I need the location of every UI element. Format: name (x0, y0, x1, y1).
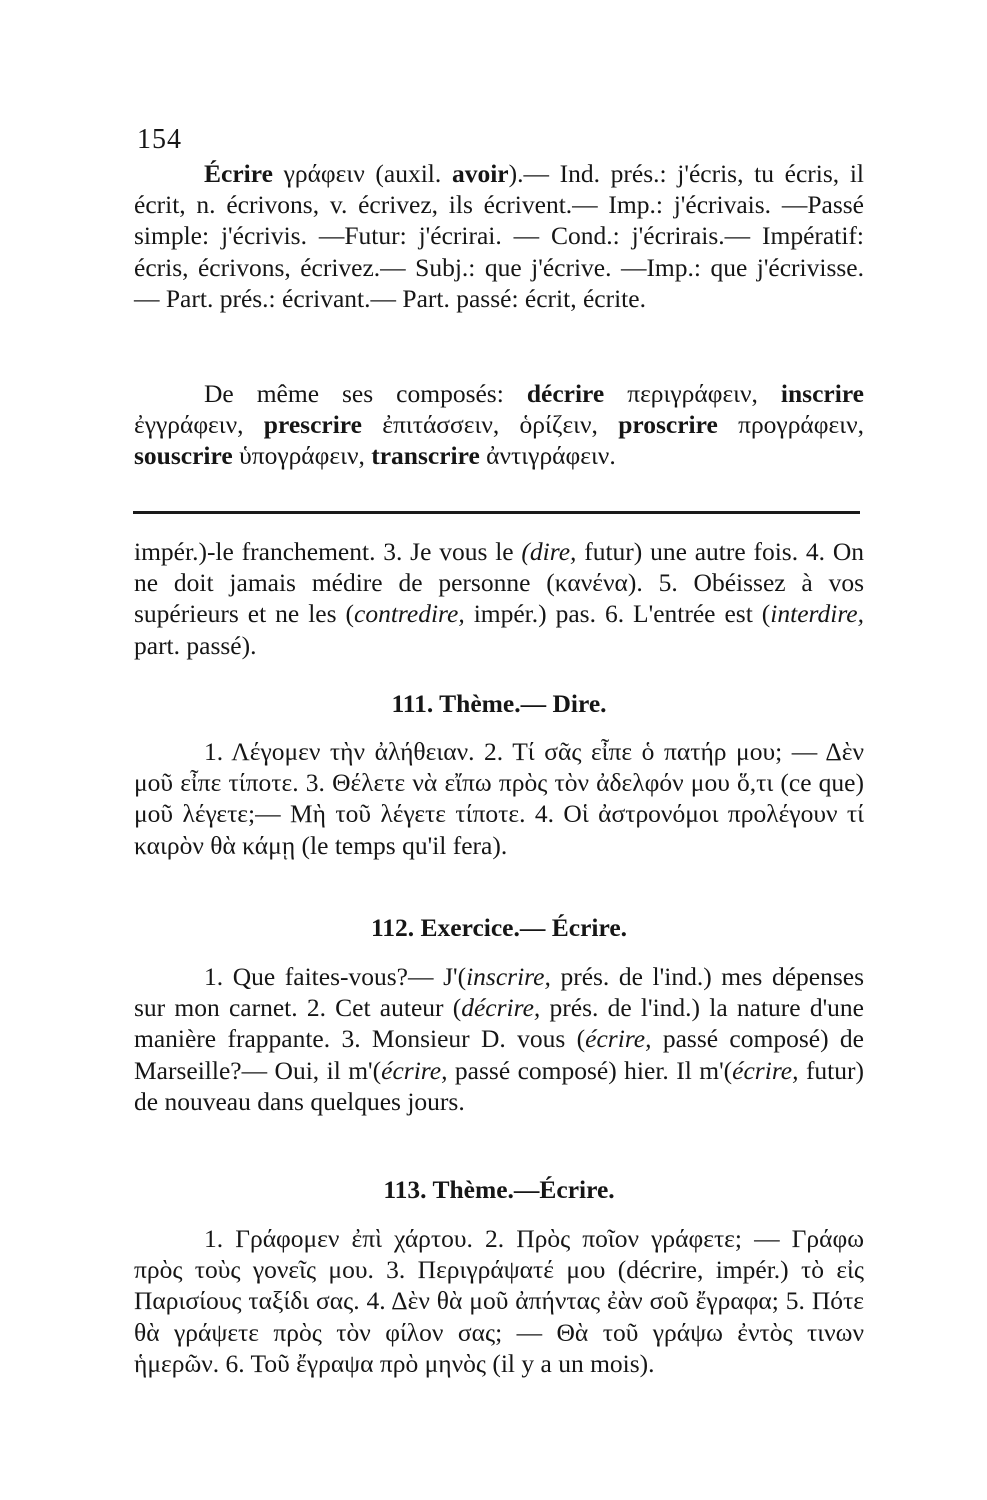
section-113-title: 113. Thème.—Écrire. (383, 1175, 615, 1204)
text-run: souscrire (134, 441, 233, 471)
section-113-text (134, 1223, 864, 1379)
text-run: décrire, (461, 993, 541, 1023)
text-run: impér.) pas. 6. L'entrée est ( (464, 599, 771, 629)
text-run: περιγράφειν, (604, 379, 781, 408)
text-run: écrire, (381, 1055, 448, 1085)
text-run: prés. de l'ind.) la nature d'une manière frappante. 3. Monsieur D. vous ( (134, 993, 864, 1054)
exercise-continuation (134, 536, 864, 661)
text-run: passé composé) de Marseille?— Oui, il m'( (134, 1024, 864, 1085)
text-run: γράφειν (auxil. (272, 159, 452, 188)
text-run: inscrire, (466, 962, 551, 991)
text-run: impér.)-le franchement. 3. Je vous le (134, 537, 522, 566)
text-run: Écrire (204, 159, 273, 188)
text-run: futur) une autre fois. 4. On ne doit jamais médire de personne (κανένα). 5. Obéissez à vos supérieurs et ne les ( (134, 537, 864, 629)
text-run: (dire, (521, 537, 577, 566)
text-run: transcrire (371, 441, 480, 471)
section-111-text (134, 736, 864, 861)
text-run: προγράφειν, (717, 410, 864, 440)
text-run: écrire, (732, 1055, 799, 1085)
text-run: ἐπιτάσσειν, ὁρίζειν, (361, 410, 619, 440)
section-111-title: 111. Thème.— Dire. (391, 689, 607, 718)
text-run: futur) de nouveau dans quelques jours. (134, 1055, 864, 1116)
text-run: ἐγγράφειν, (134, 410, 264, 440)
text-run: 1. Λέγομεν τὴν ἀλήθειαν. 2. Τί σᾶς εἶπε ὁ πατήρ μου; — Δὲν μοῦ εἶπε τίποτε. 3. Θέλετε νὰ εἴπω πρὸς τὸν ἀδελφόν μου ὅ,τι (ce que) μοῦ λέγετε;— Μὴ τοῦ λέγετε τίποτε. 4. Οἱ ἀστρονόμοι προλέγουν τί καιρὸν θὰ κάμῃ (le temps qu'il fera). (134, 737, 864, 860)
section-112-text (134, 961, 864, 1117)
text-run: part. passé). (134, 630, 257, 660)
text-run: écrire, (585, 1024, 652, 1054)
text-run: prés. de l'ind.) mes dépenses sur mon carnet. 2. Cet auteur ( (134, 962, 864, 1023)
text-run: ).— Ind. prés.: j'écris, tu écris, il écrit, n. écrivons, v. écrivez, ils écrivent.— Imp.: j'écrivais. —Passé simple: j'écrivis. —Futur: j'écrirai. — Cond.: j'écrirais.— Impératif: écris, écrivons, écrivez.— Subj.: que j'écrive. —Imp.: que j'écrivisse.— Part. prés.: écrivant.— Part. passé: écrit, écrite. (134, 159, 864, 313)
text-run: inscrire (780, 379, 864, 408)
text-run: De même ses composés: (204, 379, 527, 408)
text-run: 1. Γράφομεν ἐπὶ χάρτου. 2. Πρὸς ποῖον γράφετε; — Γράφω πρὸς τοὺς γονεῖς μου. 3. Περιγράψατέ μου (décrire, impér.) τὸ εἰς Παρισίους ταξίδι σας. 4. Δὲν θὰ μοῦ ἀπήντας ἐὰν σοῦ ἔγραφα; 5. Πότε θὰ γράψετε πρὸς τὸν φίλον σας; — Θὰ τοῦ γράψω ἐντὸς τινων ἡμερῶν. 6. Τοῦ ἔγραψα πρὸ μηνὸς (il y a un mois). (134, 1224, 864, 1378)
text-run: passé composé) hier. Il m'( (447, 1055, 733, 1085)
page-number: 154 (137, 124, 182, 155)
verb-conjugation-paragraph (134, 158, 864, 314)
section-divider (133, 511, 860, 514)
compounds-paragraph (134, 378, 864, 472)
text-run: décrire (526, 379, 605, 408)
text-run: ὑπογράφειν, (232, 441, 372, 471)
text-run: proscrire (618, 410, 718, 440)
text-run: contredire, (354, 599, 465, 629)
text-run: interdire, (770, 599, 865, 629)
text-run: prescrire (263, 410, 362, 440)
section-112-title: 112. Exercice.— Écrire. (370, 913, 628, 942)
text-run: avoir (451, 159, 509, 188)
text-run: ἀντιγράφειν. (479, 441, 616, 471)
text-run: 1. Que faites-vous?— J'( (204, 962, 467, 991)
